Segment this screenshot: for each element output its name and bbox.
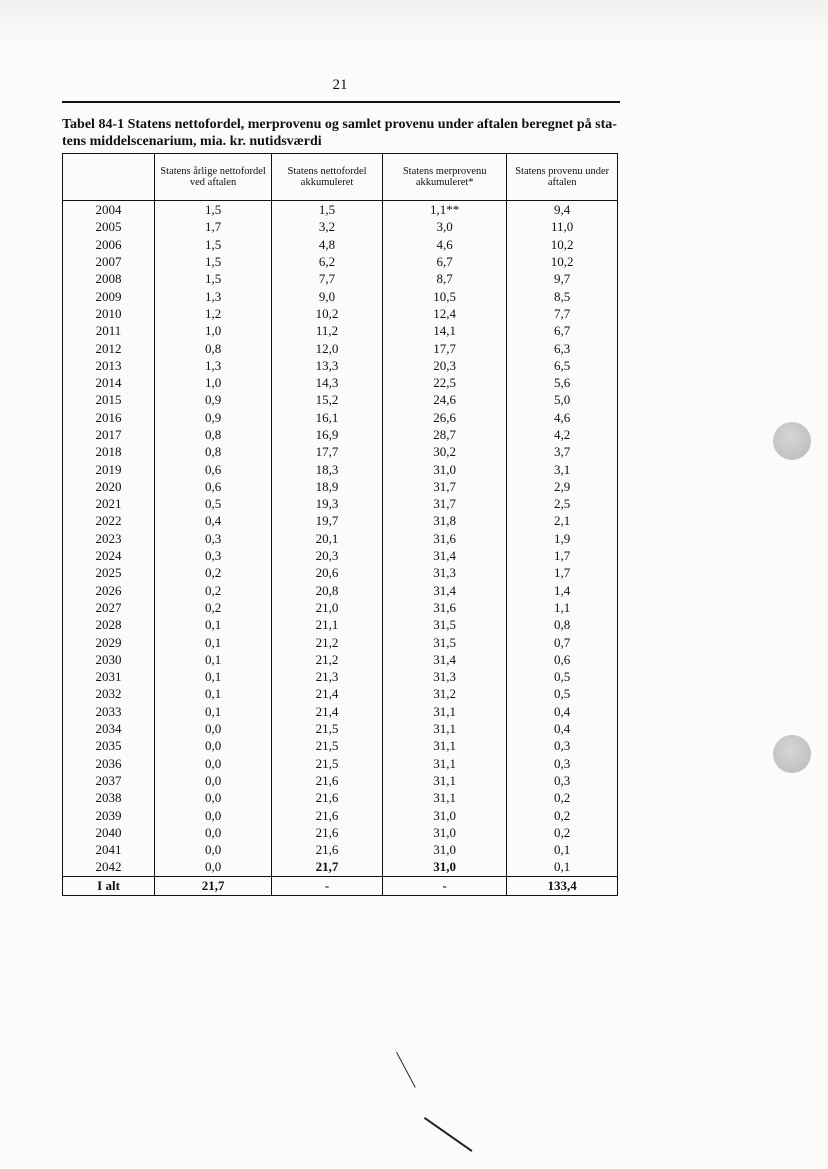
cell-net-benefit-cumulative: 21,6: [272, 824, 383, 841]
header-annual-net-benefit: Statens årlige nettofordel ved aftalen: [155, 154, 272, 201]
cell-net-benefit-cumulative: 20,6: [272, 564, 383, 581]
cell-annual-net-benefit: 0,8: [155, 339, 272, 356]
total-net-benefit-cumulative: -: [272, 876, 383, 895]
cell-annual-net-benefit: 1,3: [155, 357, 272, 374]
cell-revenue-under-agreement: 4,6: [507, 409, 618, 426]
cell-year: 2014: [63, 374, 155, 391]
cell-year: 2024: [63, 547, 155, 564]
cell-extra-revenue-cumulative: 31,0: [383, 841, 507, 858]
cell-year: 2041: [63, 841, 155, 858]
header-rule: [62, 101, 620, 103]
cell-revenue-under-agreement: 9,7: [507, 270, 618, 287]
table-row: [63, 703, 618, 720]
table-row: [63, 443, 618, 460]
cell-revenue-under-agreement: 3,1: [507, 460, 618, 477]
header-year: [63, 154, 155, 201]
table-row: [63, 236, 618, 253]
data-table: [62, 153, 618, 896]
cell-extra-revenue-cumulative: 12,4: [383, 305, 507, 322]
cell-annual-net-benefit: 0,1: [155, 616, 272, 633]
cell-revenue-under-agreement: 1,9: [507, 530, 618, 547]
cell-revenue-under-agreement: 9,4: [507, 201, 618, 219]
cell-revenue-under-agreement: 2,9: [507, 478, 618, 495]
cell-revenue-under-agreement: 6,3: [507, 339, 618, 356]
cell-revenue-under-agreement: 2,1: [507, 512, 618, 529]
cell-year: 2004: [63, 201, 155, 219]
cell-year: 2021: [63, 495, 155, 512]
cell-extra-revenue-cumulative: 31,0: [383, 806, 507, 823]
cell-year: 2028: [63, 616, 155, 633]
table-caption: Tabel 84-1 Statens nettofordel, merprovenu og samlet provenu under aftalen beregnet på sta-tens middelscenarium, mia. kr. nutidsværdi: [62, 117, 617, 149]
cell-net-benefit-cumulative: 7,7: [272, 270, 383, 287]
cell-year: 2027: [63, 599, 155, 616]
cell-extra-revenue-cumulative: 31,6: [383, 530, 507, 547]
cell-year: 2038: [63, 789, 155, 806]
cell-extra-revenue-cumulative: 31,6: [383, 599, 507, 616]
cell-revenue-under-agreement: 0,3: [507, 772, 618, 789]
table-row: [63, 841, 618, 858]
cell-extra-revenue-cumulative: 31,7: [383, 478, 507, 495]
cell-year: 2012: [63, 339, 155, 356]
cell-annual-net-benefit: 0,9: [155, 409, 272, 426]
cell-annual-net-benefit: 0,0: [155, 737, 272, 754]
cell-year: 2032: [63, 685, 155, 702]
cell-annual-net-benefit: 0,2: [155, 564, 272, 581]
table-row: [63, 426, 618, 443]
table-row: [63, 685, 618, 702]
header-revenue-under-agreement: Statens provenu under aftalen: [507, 154, 618, 201]
table-row: [63, 530, 618, 547]
cell-net-benefit-cumulative: 21,6: [272, 841, 383, 858]
cell-net-benefit-cumulative: 3,2: [272, 218, 383, 235]
table-row: [63, 651, 618, 668]
cell-revenue-under-agreement: 0,2: [507, 806, 618, 823]
cell-net-benefit-cumulative: 21,3: [272, 668, 383, 685]
cell-extra-revenue-cumulative: 10,5: [383, 287, 507, 304]
cell-extra-revenue-cumulative: 22,5: [383, 374, 507, 391]
cell-revenue-under-agreement: 1,1: [507, 599, 618, 616]
cell-extra-revenue-cumulative: 31,2: [383, 685, 507, 702]
cell-extra-revenue-cumulative: 31,4: [383, 582, 507, 599]
total-label: I alt: [63, 876, 155, 895]
cell-annual-net-benefit: 0,1: [155, 703, 272, 720]
cell-net-benefit-cumulative: 16,1: [272, 409, 383, 426]
cell-year: 2022: [63, 512, 155, 529]
cell-year: 2031: [63, 668, 155, 685]
cell-revenue-under-agreement: 0,3: [507, 755, 618, 772]
table-row: [63, 824, 618, 841]
cell-year: 2026: [63, 582, 155, 599]
cell-year: 2035: [63, 737, 155, 754]
cell-year: 2009: [63, 287, 155, 304]
cell-annual-net-benefit: 0,1: [155, 668, 272, 685]
cell-extra-revenue-cumulative: 30,2: [383, 443, 507, 460]
cell-year: 2007: [63, 253, 155, 270]
punch-hole-upper: [773, 422, 811, 460]
cell-extra-revenue-cumulative: 31,1: [383, 789, 507, 806]
cell-annual-net-benefit: 1,5: [155, 236, 272, 253]
cell-revenue-under-agreement: 0,1: [507, 858, 618, 876]
cell-extra-revenue-cumulative: 24,6: [383, 391, 507, 408]
cell-extra-revenue-cumulative: 31,0: [383, 460, 507, 477]
cell-net-benefit-cumulative: 17,7: [272, 443, 383, 460]
cell-net-benefit-cumulative: 21,6: [272, 806, 383, 823]
cell-revenue-under-agreement: 6,5: [507, 357, 618, 374]
cell-net-benefit-cumulative: 21,5: [272, 720, 383, 737]
table-row: [63, 737, 618, 754]
cell-extra-revenue-cumulative: 6,7: [383, 253, 507, 270]
table-row: [63, 409, 618, 426]
cell-revenue-under-agreement: 10,2: [507, 236, 618, 253]
total-extra-revenue-cumulative: -: [383, 876, 507, 895]
cell-net-benefit-cumulative: 21,6: [272, 772, 383, 789]
cell-net-benefit-cumulative: 21,7: [272, 858, 383, 876]
cell-extra-revenue-cumulative: 31,4: [383, 547, 507, 564]
cell-revenue-under-agreement: 0,4: [507, 720, 618, 737]
cell-annual-net-benefit: 0,2: [155, 599, 272, 616]
table-row: [63, 512, 618, 529]
cell-extra-revenue-cumulative: 28,7: [383, 426, 507, 443]
cell-revenue-under-agreement: 2,5: [507, 495, 618, 512]
page-number: 21: [332, 77, 348, 93]
cell-revenue-under-agreement: 0,2: [507, 824, 618, 841]
cell-annual-net-benefit: 0,5: [155, 495, 272, 512]
cell-net-benefit-cumulative: 21,5: [272, 755, 383, 772]
cell-net-benefit-cumulative: 11,2: [272, 322, 383, 339]
scan-mark: [424, 1117, 473, 1152]
cell-annual-net-benefit: 1,5: [155, 201, 272, 219]
cell-revenue-under-agreement: 1,4: [507, 582, 618, 599]
cell-year: 2037: [63, 772, 155, 789]
cell-year: 2017: [63, 426, 155, 443]
cell-annual-net-benefit: 0,6: [155, 478, 272, 495]
cell-annual-net-benefit: 0,0: [155, 858, 272, 876]
cell-year: 2039: [63, 806, 155, 823]
cell-net-benefit-cumulative: 21,4: [272, 703, 383, 720]
cell-net-benefit-cumulative: 21,6: [272, 789, 383, 806]
cell-year: 2030: [63, 651, 155, 668]
table-row: [63, 201, 618, 219]
cell-extra-revenue-cumulative: 26,6: [383, 409, 507, 426]
cell-extra-revenue-cumulative: 31,1: [383, 772, 507, 789]
cell-net-benefit-cumulative: 9,0: [272, 287, 383, 304]
cell-net-benefit-cumulative: 21,0: [272, 599, 383, 616]
table-row: [63, 668, 618, 685]
cell-extra-revenue-cumulative: 31,7: [383, 495, 507, 512]
cell-revenue-under-agreement: 0,4: [507, 703, 618, 720]
cell-year: 2015: [63, 391, 155, 408]
table-row: [63, 789, 618, 806]
header-extra-revenue-cumulative: Statens merprovenu akkumuleret*: [383, 154, 507, 201]
cell-net-benefit-cumulative: 16,9: [272, 426, 383, 443]
cell-annual-net-benefit: 0,9: [155, 391, 272, 408]
cell-annual-net-benefit: 0,1: [155, 685, 272, 702]
table-row: [63, 599, 618, 616]
cell-year: 2034: [63, 720, 155, 737]
cell-extra-revenue-cumulative: 31,3: [383, 564, 507, 581]
cell-year: 2016: [63, 409, 155, 426]
cell-net-benefit-cumulative: 21,1: [272, 616, 383, 633]
cell-year: 2019: [63, 460, 155, 477]
table-row: [63, 460, 618, 477]
cell-extra-revenue-cumulative: 17,7: [383, 339, 507, 356]
cell-revenue-under-agreement: 0,5: [507, 668, 618, 685]
cell-annual-net-benefit: 1,3: [155, 287, 272, 304]
cell-annual-net-benefit: 0,6: [155, 460, 272, 477]
cell-revenue-under-agreement: 0,2: [507, 789, 618, 806]
table-row: [63, 270, 618, 287]
cell-year: 2011: [63, 322, 155, 339]
cell-net-benefit-cumulative: 20,3: [272, 547, 383, 564]
cell-annual-net-benefit: 0,0: [155, 824, 272, 841]
table-row: [63, 772, 618, 789]
cell-extra-revenue-cumulative: 1,1**: [383, 201, 507, 219]
cell-annual-net-benefit: 1,0: [155, 322, 272, 339]
cell-revenue-under-agreement: 0,5: [507, 685, 618, 702]
cell-annual-net-benefit: 0,8: [155, 426, 272, 443]
table-row: [63, 305, 618, 322]
cell-annual-net-benefit: 0,3: [155, 547, 272, 564]
table-row: [63, 218, 618, 235]
cell-net-benefit-cumulative: 21,2: [272, 651, 383, 668]
cell-net-benefit-cumulative: 18,3: [272, 460, 383, 477]
table-row: [63, 253, 618, 270]
cell-year: 2018: [63, 443, 155, 460]
cell-annual-net-benefit: 1,7: [155, 218, 272, 235]
cell-extra-revenue-cumulative: 31,1: [383, 755, 507, 772]
cell-extra-revenue-cumulative: 31,1: [383, 720, 507, 737]
table-row: [63, 858, 618, 876]
cell-revenue-under-agreement: 1,7: [507, 547, 618, 564]
cell-extra-revenue-cumulative: 31,5: [383, 633, 507, 650]
cell-annual-net-benefit: 1,5: [155, 270, 272, 287]
cell-year: 2005: [63, 218, 155, 235]
table-row: [63, 547, 618, 564]
cell-revenue-under-agreement: 10,2: [507, 253, 618, 270]
cell-annual-net-benefit: 0,1: [155, 651, 272, 668]
table-row: [63, 322, 618, 339]
cell-net-benefit-cumulative: 10,2: [272, 305, 383, 322]
cell-annual-net-benefit: 0,3: [155, 530, 272, 547]
cell-revenue-under-agreement: 8,5: [507, 287, 618, 304]
cell-revenue-under-agreement: 0,7: [507, 633, 618, 650]
cell-net-benefit-cumulative: 19,3: [272, 495, 383, 512]
cell-revenue-under-agreement: 1,7: [507, 564, 618, 581]
cell-revenue-under-agreement: 7,7: [507, 305, 618, 322]
cell-revenue-under-agreement: 4,2: [507, 426, 618, 443]
cell-annual-net-benefit: 0,0: [155, 755, 272, 772]
cell-year: 2010: [63, 305, 155, 322]
cell-extra-revenue-cumulative: 8,7: [383, 270, 507, 287]
cell-revenue-under-agreement: 0,8: [507, 616, 618, 633]
cell-year: 2013: [63, 357, 155, 374]
cell-extra-revenue-cumulative: 31,8: [383, 512, 507, 529]
cell-year: 2020: [63, 478, 155, 495]
cell-extra-revenue-cumulative: 31,4: [383, 651, 507, 668]
cell-revenue-under-agreement: 11,0: [507, 218, 618, 235]
cell-year: 2025: [63, 564, 155, 581]
cell-annual-net-benefit: 0,0: [155, 806, 272, 823]
total-row: [63, 876, 618, 895]
total-revenue-under-agreement: 133,4: [507, 876, 618, 895]
cell-year: 2006: [63, 236, 155, 253]
table-row: [63, 339, 618, 356]
cell-annual-net-benefit: 1,0: [155, 374, 272, 391]
cell-net-benefit-cumulative: 21,4: [272, 685, 383, 702]
table-row: [63, 755, 618, 772]
cell-net-benefit-cumulative: 1,5: [272, 201, 383, 219]
table-row: [63, 564, 618, 581]
cell-net-benefit-cumulative: 6,2: [272, 253, 383, 270]
cell-annual-net-benefit: 0,0: [155, 841, 272, 858]
table-row: [63, 633, 618, 650]
table-row: [63, 616, 618, 633]
cell-annual-net-benefit: 0,0: [155, 720, 272, 737]
table-row: [63, 478, 618, 495]
table-row: [63, 806, 618, 823]
total-annual-net-benefit: 21,7: [155, 876, 272, 895]
table-row: [63, 720, 618, 737]
cell-annual-net-benefit: 1,5: [155, 253, 272, 270]
cell-extra-revenue-cumulative: 31,0: [383, 824, 507, 841]
cell-annual-net-benefit: 0,1: [155, 633, 272, 650]
cell-annual-net-benefit: 0,4: [155, 512, 272, 529]
cell-extra-revenue-cumulative: 31,0: [383, 858, 507, 876]
table-row: [63, 391, 618, 408]
cell-net-benefit-cumulative: 21,5: [272, 737, 383, 754]
cell-net-benefit-cumulative: 4,8: [272, 236, 383, 253]
cell-year: 2029: [63, 633, 155, 650]
header-net-benefit-cumulative: Statens nettofordel akkumuleret: [272, 154, 383, 201]
cell-year: 2033: [63, 703, 155, 720]
table-row: [63, 374, 618, 391]
cell-net-benefit-cumulative: 12,0: [272, 339, 383, 356]
table-row: [63, 495, 618, 512]
cell-revenue-under-agreement: 0,6: [507, 651, 618, 668]
cell-net-benefit-cumulative: 20,8: [272, 582, 383, 599]
cell-revenue-under-agreement: 0,3: [507, 737, 618, 754]
cell-revenue-under-agreement: 5,0: [507, 391, 618, 408]
cell-net-benefit-cumulative: 15,2: [272, 391, 383, 408]
cell-revenue-under-agreement: 3,7: [507, 443, 618, 460]
cell-net-benefit-cumulative: 14,3: [272, 374, 383, 391]
cell-year: 2040: [63, 824, 155, 841]
cell-year: 2036: [63, 755, 155, 772]
cell-annual-net-benefit: 0,8: [155, 443, 272, 460]
cell-extra-revenue-cumulative: 4,6: [383, 236, 507, 253]
cell-annual-net-benefit: 0,0: [155, 789, 272, 806]
cell-revenue-under-agreement: 5,6: [507, 374, 618, 391]
cell-extra-revenue-cumulative: 31,5: [383, 616, 507, 633]
table-body: [63, 201, 618, 896]
table-row: [63, 357, 618, 374]
cell-net-benefit-cumulative: 19,7: [272, 512, 383, 529]
scan-noise: [0, 0, 828, 55]
cell-year: 2008: [63, 270, 155, 287]
header-row: [63, 154, 618, 201]
cell-revenue-under-agreement: 6,7: [507, 322, 618, 339]
cell-extra-revenue-cumulative: 14,1: [383, 322, 507, 339]
cell-annual-net-benefit: 1,2: [155, 305, 272, 322]
punch-hole-lower: [773, 735, 811, 773]
cell-year: 2042: [63, 858, 155, 876]
cell-net-benefit-cumulative: 21,2: [272, 633, 383, 650]
cell-revenue-under-agreement: 0,1: [507, 841, 618, 858]
cell-extra-revenue-cumulative: 31,1: [383, 703, 507, 720]
cell-extra-revenue-cumulative: 31,1: [383, 737, 507, 754]
cell-annual-net-benefit: 0,0: [155, 772, 272, 789]
table-row: [63, 582, 618, 599]
table-row: [63, 287, 618, 304]
cell-net-benefit-cumulative: 18,9: [272, 478, 383, 495]
cell-net-benefit-cumulative: 13,3: [272, 357, 383, 374]
cell-year: 2023: [63, 530, 155, 547]
scan-mark: [396, 1052, 416, 1088]
cell-extra-revenue-cumulative: 31,3: [383, 668, 507, 685]
cell-annual-net-benefit: 0,2: [155, 582, 272, 599]
cell-extra-revenue-cumulative: 20,3: [383, 357, 507, 374]
cell-net-benefit-cumulative: 20,1: [272, 530, 383, 547]
cell-extra-revenue-cumulative: 3,0: [383, 218, 507, 235]
